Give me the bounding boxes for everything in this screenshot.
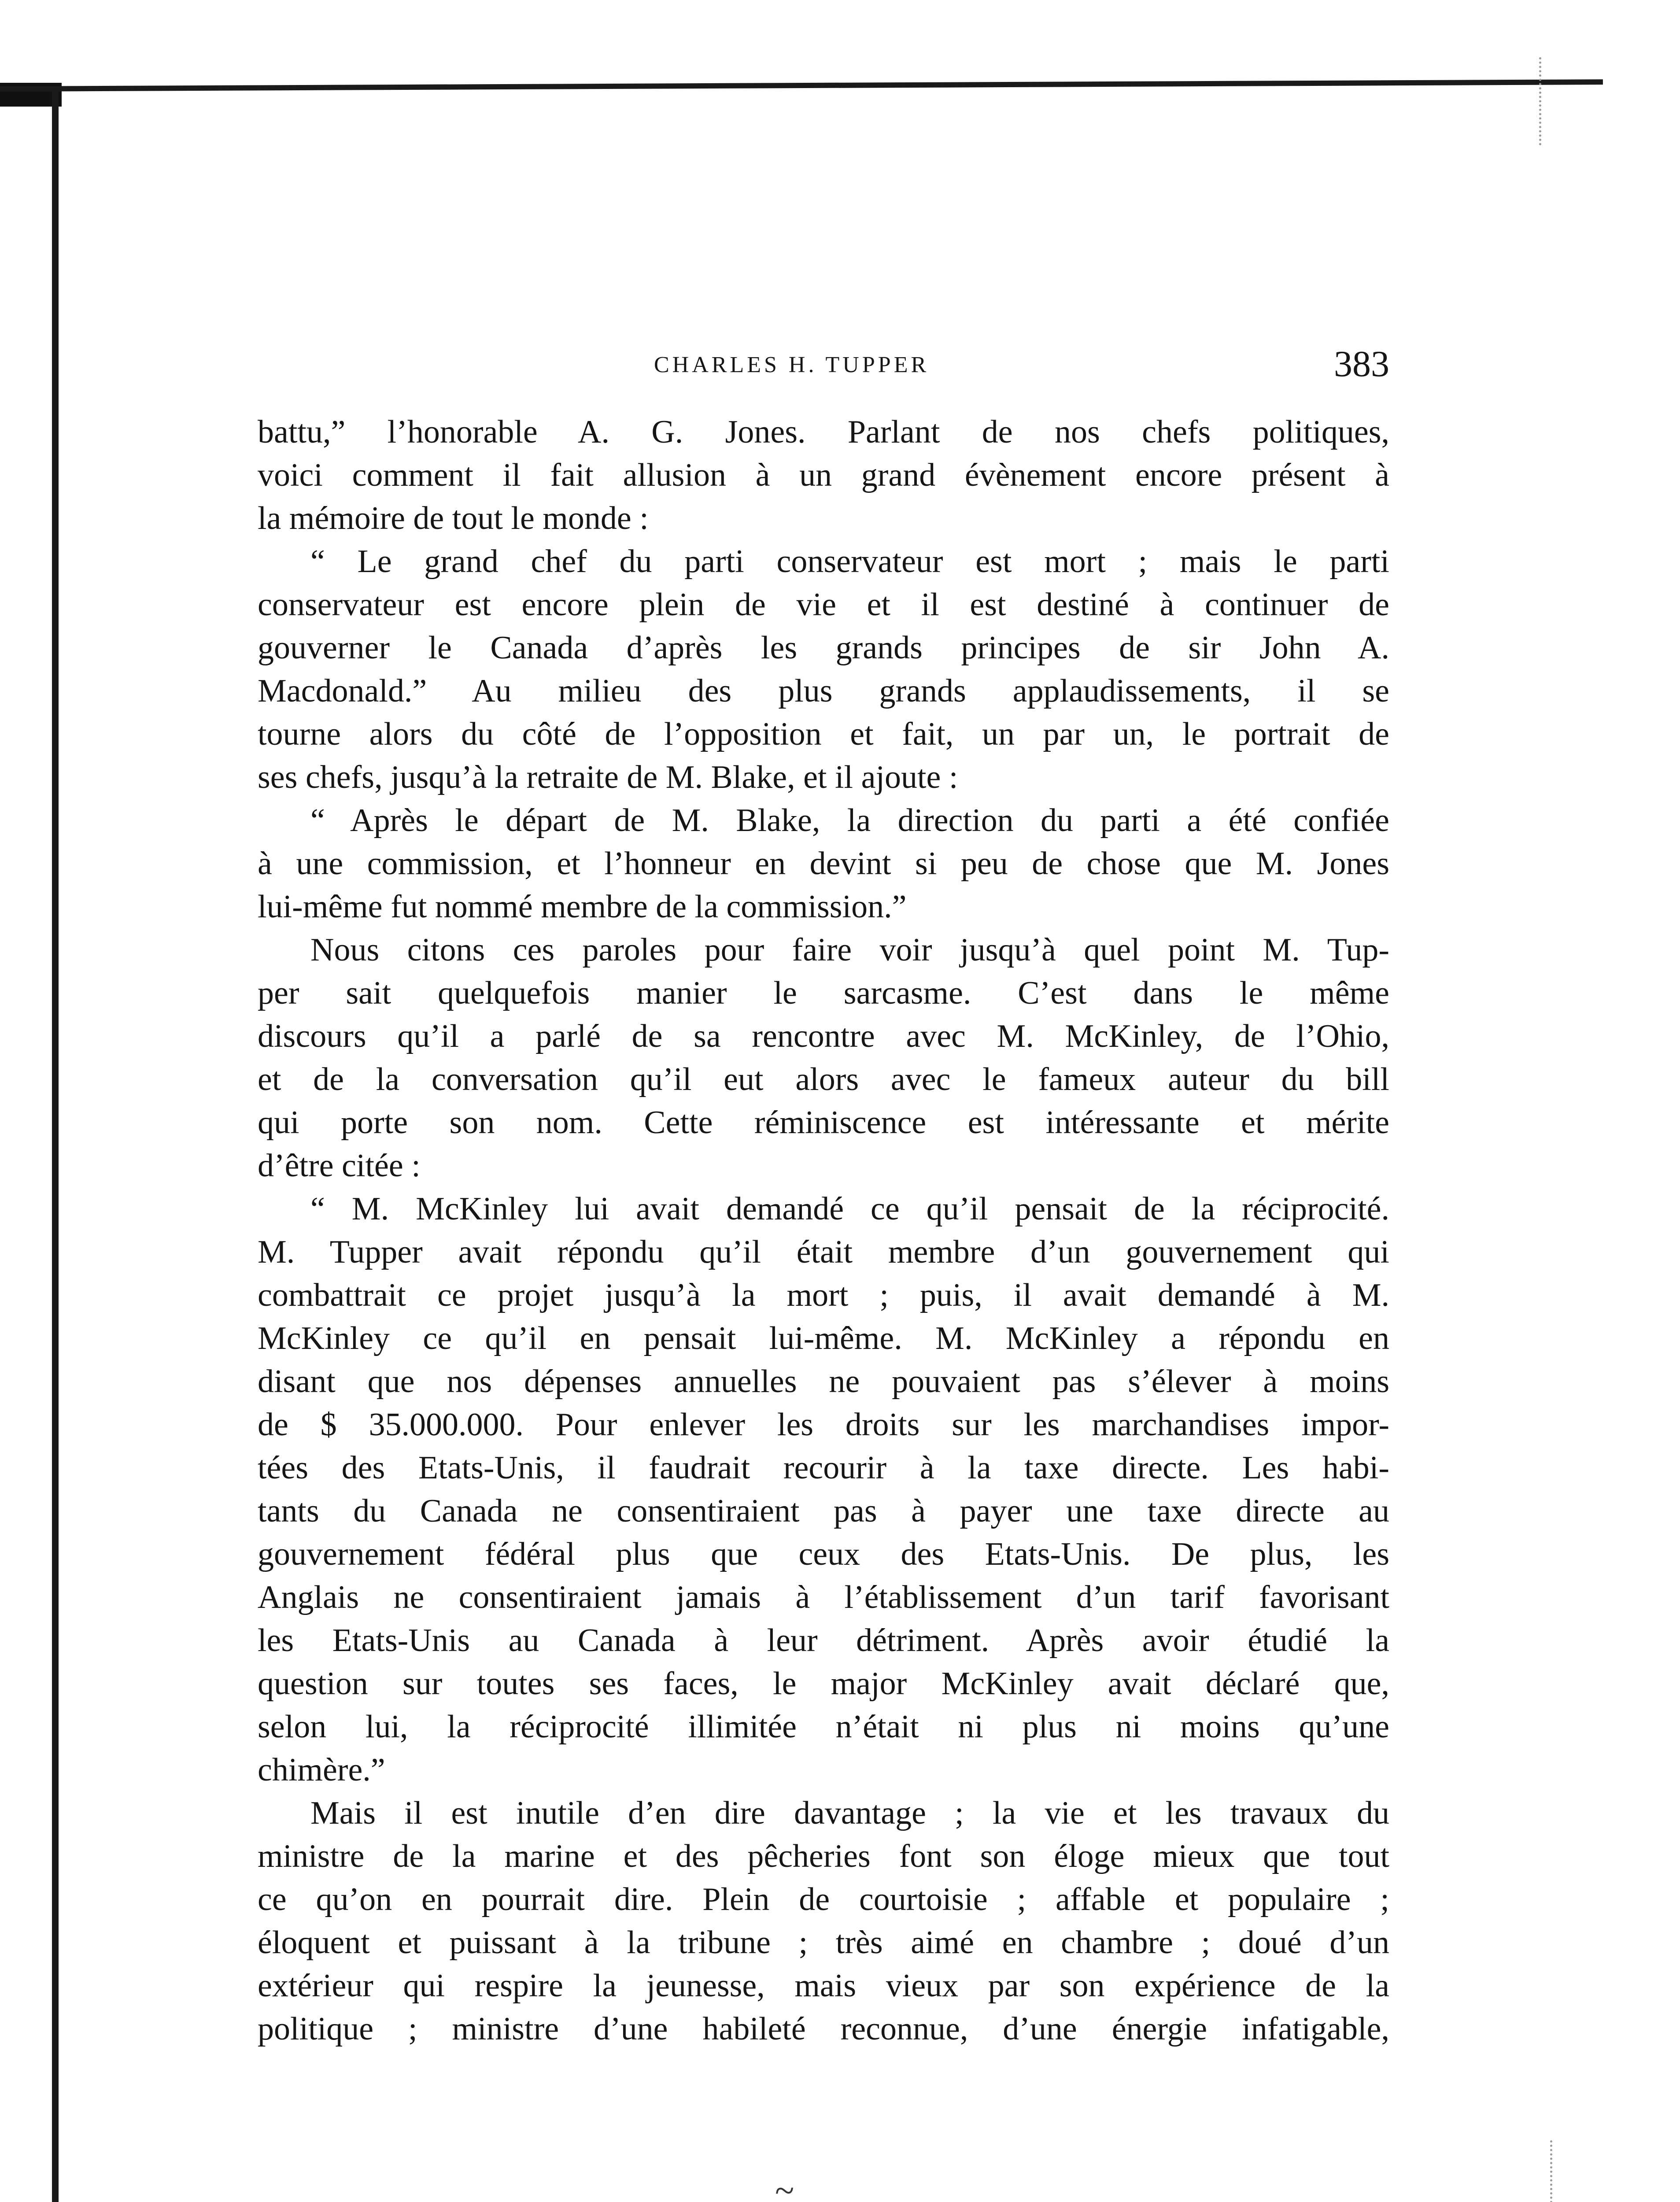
text-line: ministre de la marine et des pêcheries font son éloge mieux que tout — [258, 1838, 1389, 1874]
page-frame-top-rule — [0, 79, 1603, 92]
text-line: “ M. McKinley lui avait demandé ce qu’il pensait de la réciprocité. — [310, 1191, 1389, 1227]
running-head — [258, 346, 1389, 394]
page-frame-left-rule — [52, 88, 59, 2202]
text-line: ce qu’on en pourrait dire. Plein de courtoisie ; affable et populaire ; — [258, 1881, 1389, 1918]
text-line: les Etats-Unis au Canada à leur détriment. Après avoir étudié la — [258, 1622, 1389, 1659]
text-line: Mais il est inutile d’en dire davantage ; la vie et les travaux du — [310, 1795, 1389, 1831]
text-line: Macdonald.” Au milieu des plus grands applaudissements, il se — [258, 673, 1389, 709]
page-edge-dots-bottom — [1550, 2140, 1552, 2202]
ink-mark: ~ — [775, 2172, 794, 2202]
text-line: Anglais ne consentiraient jamais à l’établissement d’un tarif favorisant — [258, 1579, 1389, 1615]
text-line: M. Tupper avait répondu qu’il était membre d’un gouvernement qui — [258, 1234, 1389, 1270]
text-line: qui porte son nom. Cette réminiscence est intéressante et mérite — [258, 1105, 1389, 1141]
text-line: gouvernement fédéral plus que ceux des Etats-Unis. De plus, les — [258, 1536, 1389, 1572]
text-line: combattrait ce projet jusqu’à la mort ; puis, il avait demandé à M. — [258, 1277, 1389, 1313]
text-line: disant que nos dépenses annuelles ne pouvaient pas s’élever à moins — [258, 1363, 1389, 1400]
text-line: “ Après le départ de M. Blake, la direction du parti a été confiée — [310, 802, 1389, 839]
text-line: question sur toutes ses faces, le major McKinley avait déclaré que, — [258, 1666, 1389, 1702]
text-line: tées des Etats-Unis, il faudrait recourir à la taxe directe. Les habi- — [258, 1450, 1389, 1486]
text-line: tants du Canada ne consentiraient pas à payer une taxe directe au — [258, 1493, 1389, 1529]
text-line: chimère.” — [258, 1752, 385, 1788]
body-text — [258, 410, 1389, 2051]
text-line: per sait quelquefois manier le sarcasme. C’est dans le même — [258, 975, 1389, 1011]
text-line: “ Le grand chef du parti conservateur est mort ; mais le parti — [310, 543, 1389, 580]
text-line: gouverner le Canada d’après les grands principes de sir John A. — [258, 630, 1389, 666]
text-line: battu,” l’honorable A. G. Jones. Parlant de nos chefs politiques, — [258, 414, 1389, 450]
text-line: tourne alors du côté de l’opposition et fait, un par un, le portrait de — [258, 716, 1389, 752]
text-line: ses chefs, jusqu’à la retraite de M. Blake, et il ajoute : — [258, 759, 958, 795]
text-line: discours qu’il a parlé de sa rencontre avec M. McKinley, de l’Ohio, — [258, 1018, 1389, 1054]
text-line: Nous citons ces paroles pour faire voir jusqu’à quel point M. Tup- — [310, 932, 1389, 968]
text-line: extérieur qui respire la jeunesse, mais vieux par son expérience de la — [258, 1968, 1389, 2004]
text-line: lui-même fut nommé membre de la commission.” — [258, 889, 907, 925]
text-line: la mémoire de tout le monde : — [258, 500, 649, 536]
page-number: 383 — [1334, 344, 1389, 384]
text-line: voici comment il fait allusion à un grand évènement encore présent à — [258, 457, 1389, 493]
text-line: politique ; ministre d’une habileté reconnue, d’une énergie infatigable, — [258, 2011, 1389, 2047]
text-line: McKinley ce qu’il en pensait lui-même. M. McKinley a répondu en — [258, 1320, 1389, 1356]
running-title: CHARLES H. TUPPER — [654, 352, 930, 377]
text-line: d’être citée : — [258, 1148, 421, 1184]
text-line: conservateur est encore plein de vie et il est destiné à continuer de — [258, 587, 1389, 623]
text-line: et de la conversation qu’il eut alors avec le fameux auteur du bill — [258, 1061, 1389, 1097]
text-line: selon lui, la réciprocité illimitée n’était ni plus ni moins qu’une — [258, 1709, 1389, 1745]
text-line: à une commission, et l’honneur en devint si peu de chose que M. Jones — [258, 846, 1389, 882]
text-line: de $ 35.000.000. Pour enlever les droits sur les marchandises impor- — [258, 1407, 1389, 1443]
page-edge-dots — [1539, 57, 1541, 145]
text-line: éloquent et puissant à la tribune ; très aimé en chambre ; doué d’un — [258, 1925, 1389, 1961]
